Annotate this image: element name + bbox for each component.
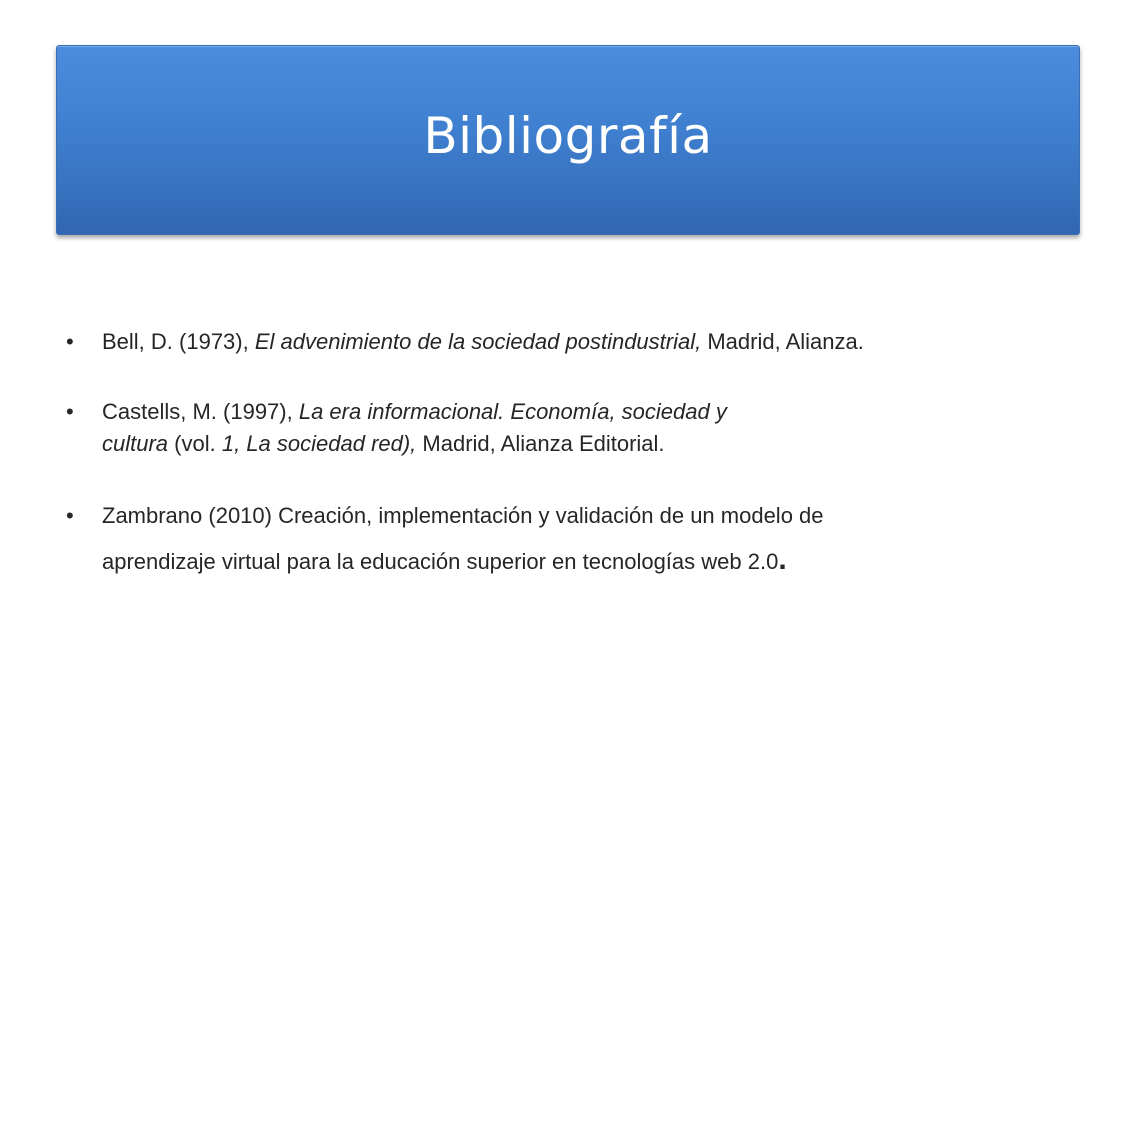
reference-text: Bell, D. (1973), bbox=[102, 329, 255, 354]
bullet-icon: • bbox=[66, 329, 74, 354]
reference-volume-title: 1, La sociedad red), bbox=[221, 431, 417, 456]
slide-title: Bibliografía bbox=[423, 107, 713, 165]
reference-publisher: Madrid, Alianza Editorial. bbox=[416, 431, 665, 456]
reference-item-zambrano bbox=[66, 494, 1056, 584]
reference-item-castells bbox=[66, 396, 1056, 460]
reference-text-cont: aprendizaje virtual para la educación superior en tecnologías web 2.0 bbox=[102, 549, 779, 574]
reference-title: La era informacional. Economía, sociedad y bbox=[298, 399, 727, 424]
reference-publisher: Madrid, Alianza. bbox=[701, 329, 864, 354]
bullet-icon: • bbox=[66, 503, 74, 528]
bibliography-list bbox=[66, 326, 1056, 622]
title-banner bbox=[56, 45, 1080, 235]
bullet-icon: • bbox=[66, 399, 74, 424]
reference-title-cont: cultura bbox=[102, 431, 169, 456]
reference-end-period: . bbox=[778, 543, 787, 576]
reference-text: Castells, M. (1997), bbox=[102, 399, 299, 424]
reference-title: El advenimiento de la sociedad postindustrial, bbox=[254, 329, 702, 354]
reference-text: Zambrano (2010) Creación, implementación y validación de un modelo de bbox=[102, 503, 824, 528]
reference-volume-label: (vol. bbox=[168, 431, 222, 456]
reference-item-bell bbox=[66, 326, 1056, 358]
